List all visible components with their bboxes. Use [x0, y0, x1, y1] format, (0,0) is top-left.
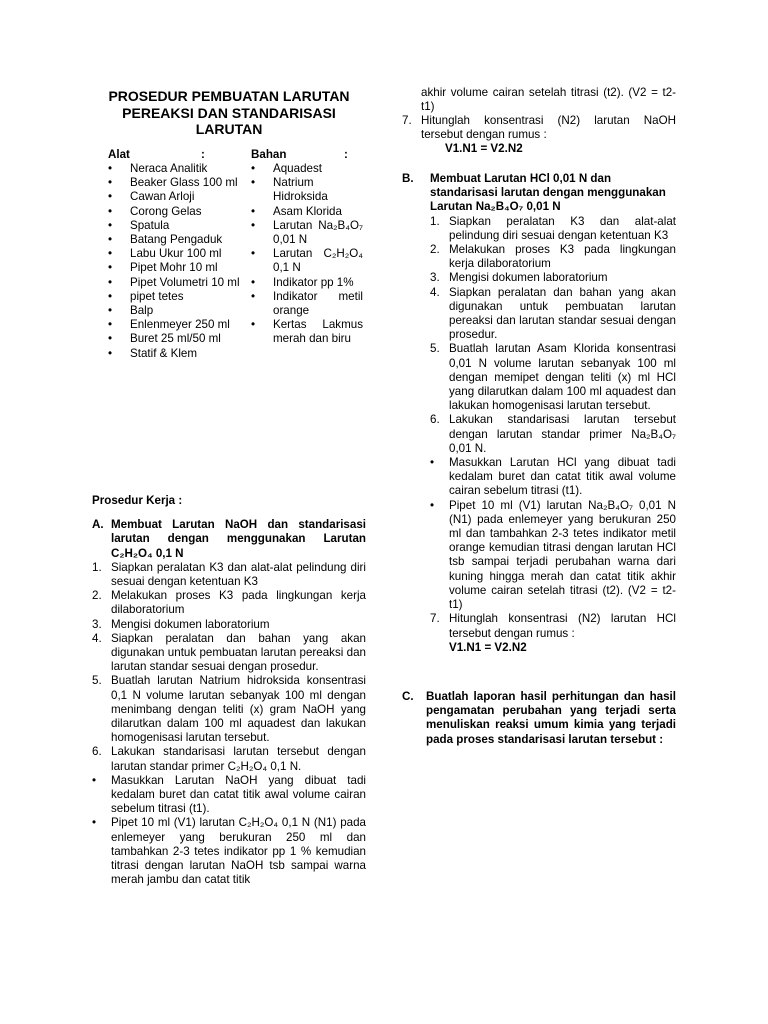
section-c-heading — [402, 690, 676, 747]
list-item-label: • Cawan Arloji — [130, 190, 195, 204]
list-item-label: • Aquadest — [273, 162, 322, 175]
list-item — [251, 219, 363, 247]
step-text: Pipet 10 ml (V1) larutan C₂H₂O₄ 0,1 N (N1) pada enlemeyer yang berukuran 250 ml dan tambahkan 2-3 tetes indikator pp 1 % kemudian titrasi dengan larutan NaOH tsb sampai warna merah jambu dan catat titik — [111, 816, 366, 887]
list-item — [108, 247, 243, 261]
step-text: Mengisi dokumen laboratorium — [111, 617, 270, 631]
title-line: PROSEDUR PEMBUATAN LARUTAN — [108, 88, 350, 104]
list-item-label: • Pipet Mohr 10 ml — [130, 261, 218, 275]
list-item — [108, 261, 243, 275]
list-item — [251, 276, 363, 290]
step-text: Hitunglah konsentrasi (N2) larutan HCl tersebut dengan rumus : — [449, 612, 676, 640]
list-item-label: • Natrium Hidroksida — [273, 176, 328, 204]
list-item-label: • Enlenmeyer 250 ml — [130, 318, 230, 332]
step-marker: 2. — [430, 243, 440, 257]
bahan-heading — [251, 148, 363, 162]
step-marker: 7. — [402, 114, 412, 127]
list-item — [108, 276, 243, 290]
list-item — [251, 247, 363, 275]
step-text: Siapkan peralatan K3 dan alat-alat pelindung diri sesuai dengan ketentuan K3 — [111, 560, 366, 589]
step-text: Siapkan peralatan dan bahan yang akan digunakan untuk pembuatan larutan pereaksi dan larutan standar sesuai dengan prosedur. — [449, 285, 676, 342]
list-item-label: • Pipet Volumetri 10 ml — [130, 275, 240, 289]
list-item — [92, 561, 366, 589]
list-item — [430, 456, 676, 499]
bahan-colon: : — [344, 148, 348, 161]
page-title — [92, 88, 366, 138]
step-marker: 6. — [92, 745, 102, 759]
list-item-label: • Beaker Glass 100 ml — [130, 176, 238, 190]
step-marker: 2. — [92, 589, 102, 603]
step-marker: 4. — [430, 285, 440, 299]
step-marker: 1. — [430, 214, 440, 228]
section-a-continuation: akhir volume cairan setelah titrasi (t2). (V2 = t2-t1) — [421, 86, 676, 114]
list-item-label: • Corong Gelas — [130, 204, 202, 218]
step-marker: • — [430, 498, 435, 512]
list-item — [108, 318, 243, 332]
list-item — [108, 219, 243, 233]
step-marker: 3. — [92, 617, 102, 631]
list-item — [92, 618, 366, 632]
list-item — [92, 632, 366, 675]
step-text: Pipet 10 ml (V1) larutan Na₂B₄O₇ 0,01 N (N1) pada enlemeyer yang berukuran 250 ml dan tambahkan 2-3 tetes indikator metil orange kemudian titrasi dengan larutan HCl tsb sampai terjadi perubahan warna dari kuning hingga merah dan catat titik akhir volume cairan setelah titrasi (t2). (V2 = t2-t1) — [449, 498, 676, 612]
bahan-label: Bahan — [251, 148, 287, 161]
step-text: Lakukan standarisasi larutan tersebut dengan larutan standar primer C₂H₂O₄ 0,1 N. — [111, 745, 366, 773]
title-line: PEREAKSI DAN STANDARISASI — [122, 104, 336, 121]
list-item — [108, 176, 243, 190]
step-text: Masukkan Larutan NaOH yang dibuat tadi kedalam buret dan catat titik awal volume cairan sebelum titrasi (t1). — [111, 773, 366, 816]
step-text: Siapkan peralatan K3 dan alat-alat pelindung diri sesuai dengan ketentuan K3 — [449, 214, 676, 242]
list-item — [108, 290, 243, 304]
step-marker: • — [92, 816, 97, 830]
list-item — [92, 745, 366, 773]
list-item — [430, 215, 676, 243]
section-a-heading — [92, 518, 366, 561]
list-item — [430, 342, 676, 413]
alat-heading — [108, 148, 243, 162]
list-item — [92, 589, 366, 617]
list-item — [430, 286, 676, 343]
list-item — [430, 243, 676, 271]
list-item — [108, 205, 243, 219]
step-marker: 4. — [92, 631, 102, 645]
section-c-block — [402, 690, 676, 747]
list-item-label: • Labu Ukur 100 ml — [130, 247, 222, 261]
list-item — [92, 674, 366, 745]
step-marker: • — [92, 773, 97, 787]
step-text: Buatlah larutan Asam Klorida konsentrasi 0,01 N volume larutan sebanyak 100 ml dengan memipet dengan teliti (x) ml HCl yang dilarutkan dalam 100 ml aquadest dan lakukan homogenisasi larutan tersebut. — [449, 342, 676, 413]
section-b-block — [402, 172, 676, 655]
step-text: Melakukan proses K3 pada lingkungan kerja dilaboratorium — [111, 589, 366, 617]
section-b-marker: B. — [402, 172, 414, 185]
section-b-heading — [402, 172, 676, 215]
list-item-label: • Larutan C₂H₂O₄ 0,1 N — [273, 247, 363, 275]
step-text: Melakukan proses K3 pada lingkungan kerja dilaboratorium — [449, 243, 676, 271]
list-item-label: • Balp — [130, 304, 154, 318]
section-b-heading-text: Membuat Larutan HCl 0,01 N dan standarisasi larutan dengan menggunakan Larutan Na₂B₄O₇ 0,01 N — [430, 172, 666, 214]
list-item-label: • Spatula — [130, 218, 170, 232]
alat-colon: : — [201, 148, 205, 161]
list-item — [430, 413, 676, 456]
list-item-label: • pipet tetes — [130, 289, 184, 303]
section-a-steps — [92, 561, 366, 888]
list-item-label: • Statif & Klem — [130, 346, 198, 360]
list-item — [251, 176, 363, 204]
step-text: Hitunglah konsentrasi (N2) larutan NaOH tersebut dengan rumus : — [421, 114, 676, 142]
equipment-materials — [92, 148, 366, 493]
section-c-marker: C. — [402, 690, 414, 703]
list-item — [430, 612, 676, 640]
list-item-label: • Neraca Analitik — [130, 162, 208, 175]
section-a-block — [92, 494, 366, 887]
step-marker: 6. — [430, 413, 440, 427]
title-line: LARUTAN — [195, 121, 263, 137]
bahan-list — [251, 148, 363, 347]
step-marker: 5. — [430, 342, 440, 356]
step-marker: • — [430, 456, 435, 470]
section-a-step-7-block — [402, 114, 676, 157]
list-item-label: • Asam Klorida — [273, 204, 342, 218]
section-a-heading-text: Membuat Larutan NaOH dan standarisasi larutan dengan menggunakan Larutan C₂H₂O₄ 0,1 N — [111, 518, 366, 560]
list-item — [92, 774, 366, 817]
list-item — [430, 499, 676, 613]
list-item-label: • Kertas Lakmus merah dan biru — [273, 318, 363, 346]
step-text: Lakukan standarisasi larutan tersebut dengan larutan standar primer Na₂B₄O₇ 0,01 N. — [449, 413, 676, 455]
section-c-heading-text: Buatlah laporan hasil perhitungan dan hasil pengamatan perubahan yang terjadi serta menuliskan reaksi umum kimia yang terjadi pada proses standarisasi larutan tersebut : — [426, 690, 676, 746]
step-marker: 3. — [430, 271, 440, 285]
section-a-step-7 — [402, 114, 676, 142]
list-item — [430, 271, 676, 285]
bahan-items — [251, 162, 363, 347]
list-item — [251, 205, 363, 219]
alat-label: Alat — [108, 148, 130, 161]
section-b-formula: V1.N1 = V2.N2 — [449, 640, 527, 654]
list-item — [402, 114, 676, 142]
list-item-label: • Batang Pengaduk — [130, 233, 223, 247]
step-marker: 1. — [92, 560, 102, 574]
step-marker: 7. — [430, 612, 440, 626]
list-item-label: • Larutan Na₂B₄O₇ 0,01 N — [273, 218, 363, 247]
step-text: Mengisi dokumen laboratorium — [449, 271, 608, 285]
section-b-steps — [402, 215, 676, 641]
list-item-label: • Indikator pp 1% — [273, 275, 354, 289]
alat-list — [108, 148, 243, 361]
step-marker: 5. — [92, 674, 102, 688]
step-text: Siapkan peralatan dan bahan yang akan digunakan untuk pembuatan larutan pereaksi dan larutan standar sesuai dengan prosedur. — [111, 631, 366, 674]
list-item — [251, 290, 363, 318]
list-item — [108, 304, 243, 318]
list-item — [108, 233, 243, 247]
step-text: Masukkan Larutan HCl yang dibuat tadi kedalam buret dan catat titik awal volume cairan sebelum titrasi (t1). — [449, 456, 676, 498]
alat-items — [108, 162, 243, 361]
list-item — [108, 162, 243, 176]
section-a-marker: A. — [92, 518, 104, 532]
list-item — [251, 162, 363, 176]
step-text: Buatlah larutan Natrium hidroksida konsentrasi 0,1 N volume larutan sebanyak 100 ml dengan menimbang dengan teliti (x) gram NaOH yang dilarutkan dalam 100 ml aquadest dan lakukan homogenisasi larutan tersebut. — [111, 674, 366, 745]
list-item — [92, 816, 366, 887]
list-item — [108, 190, 243, 204]
list-item-label: • Indikator metil orange — [273, 289, 363, 318]
prosedur-kerja-heading: Prosedur Kerja : — [92, 494, 183, 507]
section-a-formula: V1.N1 = V2.N2 — [445, 142, 523, 156]
list-item — [108, 347, 243, 361]
list-item — [108, 332, 243, 346]
list-item-label: • Buret 25 ml/50 ml — [130, 332, 221, 346]
list-item — [251, 318, 363, 346]
